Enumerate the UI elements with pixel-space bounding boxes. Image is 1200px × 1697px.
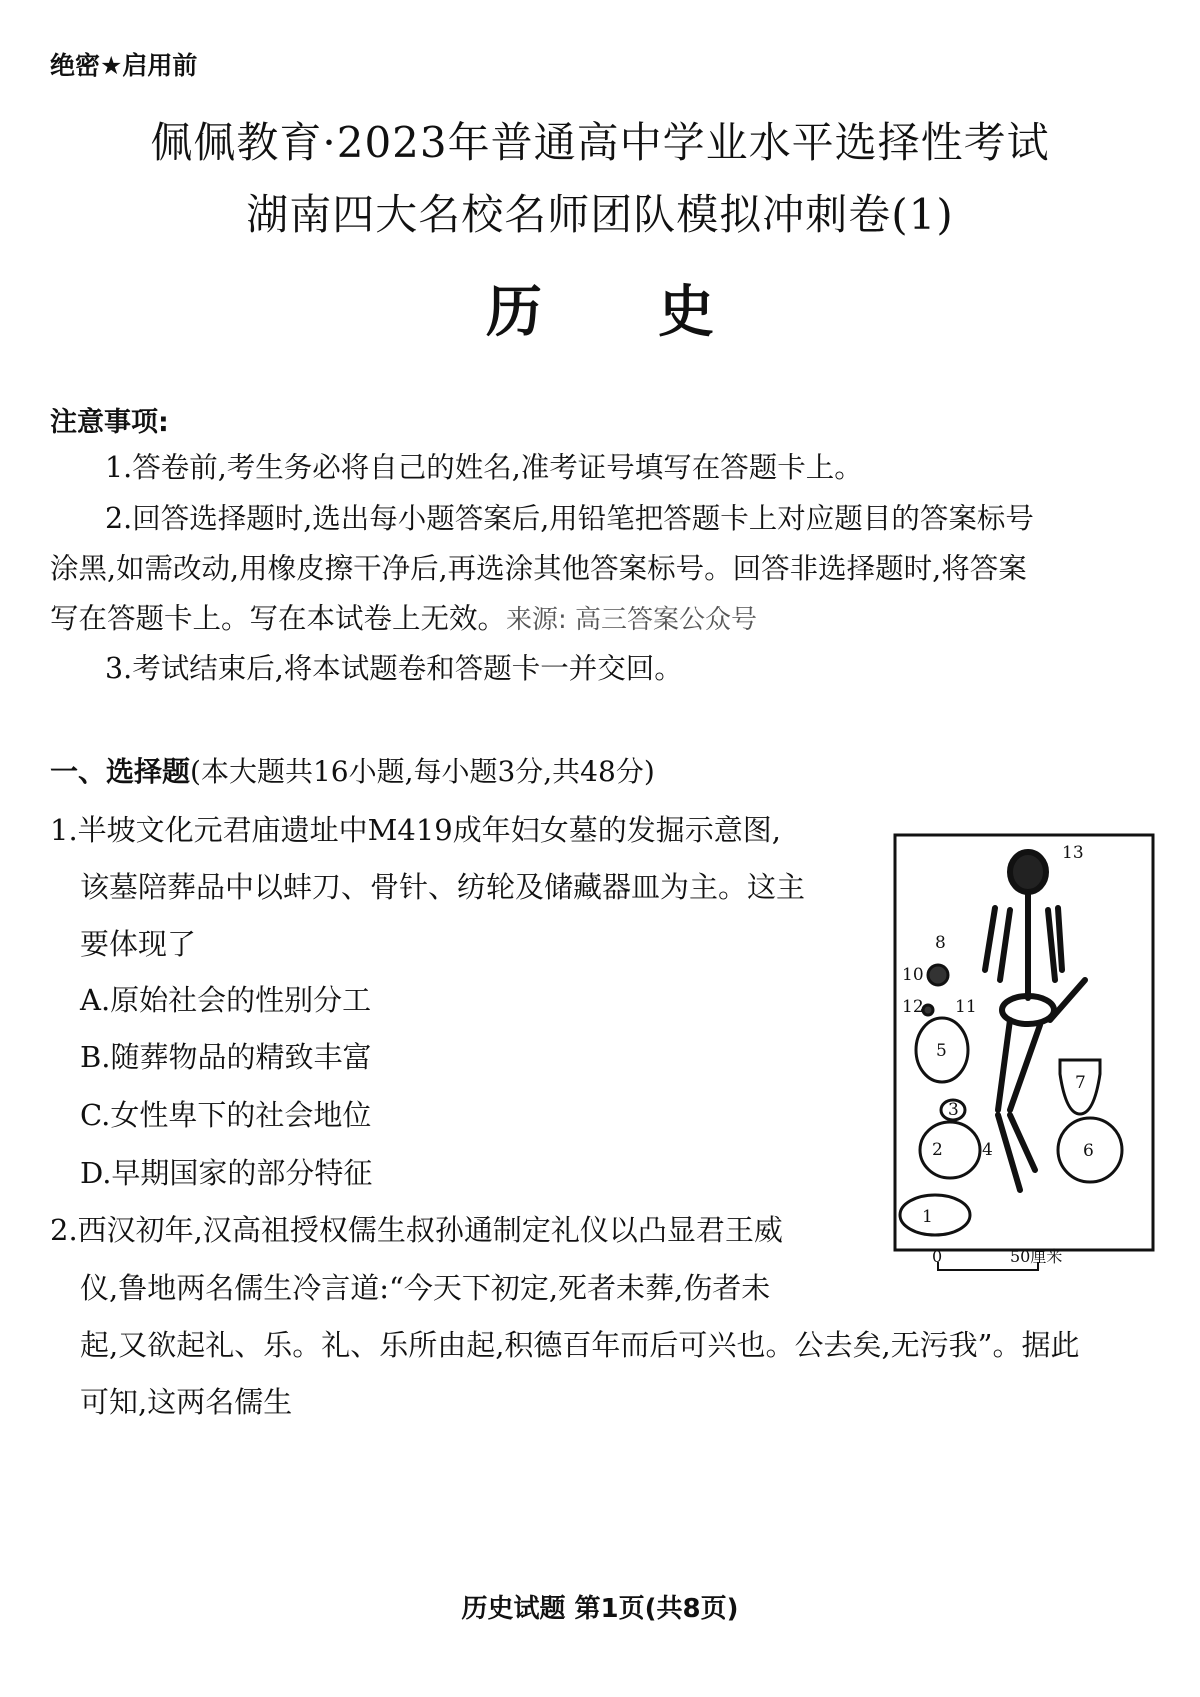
- notice-item-2-line2: 涂黑,如需改动,用橡皮擦干净后,再选涂其他答案标号。回答非选择题时,将答案: [50, 552, 1027, 585]
- question-2-line2: 仪,鲁地两名儒生冷言道:“今天下初定,死者未葬,伤者未: [80, 1271, 771, 1305]
- tomb-outline: [895, 835, 1153, 1250]
- exam-title-line1: 佩佩教育·2023年普通高中学业水平选择性考试: [150, 118, 1050, 167]
- item-12: [923, 1005, 933, 1015]
- vessel-1: [900, 1195, 970, 1235]
- figure-label-10: 10: [902, 965, 924, 985]
- notice-item-2-line1: 2.回答选择题时,选出每小题答案后,用铅笔把答题卡上对应题目的答案标号: [105, 502, 1034, 535]
- section-title: 一、选择题: [50, 755, 191, 788]
- figure-label-7: 7: [1075, 1073, 1086, 1093]
- figure-label-1: 1: [922, 1207, 933, 1227]
- source-watermark: 来源: 高三答案公众号: [506, 605, 758, 635]
- subject-char-1: 历: [486, 280, 542, 345]
- question-1-option-a: A.原始社会的性别分工: [80, 983, 372, 1017]
- notice-item-2-text: 写在答题卡上。写在本试卷上无效。: [50, 602, 507, 635]
- section-heading: [50, 750, 655, 790]
- question-2-line3: 起,又欲起礼、乐。礼、乐所由起,积德百年而后可兴也。公去矣,无污我”。据此: [80, 1328, 1080, 1362]
- question-1-option-b: B.随葬物品的精致丰富: [80, 1040, 372, 1074]
- notice-item-1: 1.答卷前,考生务必将自己的姓名,准考证号填写在答题卡上。: [105, 451, 863, 484]
- scale-label: 50厘米: [1010, 1247, 1063, 1266]
- figure-label-6: 6: [1083, 1141, 1094, 1161]
- page-footer: 历史试题 第1页(共8页): [461, 1594, 739, 1624]
- question-1-line1: 1.半坡文化元君庙遗址中M419成年妇女墓的发掘示意图,: [50, 813, 781, 847]
- figure-label-12: 12: [902, 997, 924, 1017]
- question-1-line3: 要体现了: [80, 927, 197, 961]
- skeleton: [985, 852, 1085, 1190]
- tomb-excavation-figure: [890, 830, 1160, 1300]
- notice-item-3: 3.考试结束后,将本试题卷和答题卡一并交回。: [105, 652, 683, 685]
- subject-char-2: 史: [658, 280, 714, 345]
- question-2-line4: 可知,这两名儒生: [80, 1385, 293, 1419]
- vessel-2: [920, 1122, 980, 1178]
- question-1-line2: 该墓陪葬品中以蚌刀、骨针、纺轮及储藏器皿为主。这主: [80, 870, 806, 904]
- figure-label-8: 8: [935, 933, 946, 953]
- notice-item-2-line3: [50, 596, 757, 637]
- figure-label-3: 3: [948, 1100, 959, 1120]
- figure-label-4: 4: [982, 1140, 993, 1160]
- exam-title-line2: 湖南四大名校名师团队模拟冲刺卷(1): [246, 190, 954, 239]
- section-note: (本大题共16小题,每小题3分,共48分): [190, 755, 655, 788]
- figure-label-11: 11: [955, 997, 977, 1017]
- scale-zero: 0: [932, 1247, 943, 1266]
- question-1-option-d: D.早期国家的部分特征: [80, 1156, 373, 1190]
- question-2-line1: 2.西汉初年,汉高祖授权儒生叔孙通制定礼仪以凸显君王威: [50, 1213, 783, 1247]
- figure-label-2: 2: [932, 1140, 943, 1160]
- figure-label-5: 5: [936, 1041, 947, 1061]
- notice-heading: 注意事项:: [50, 407, 169, 438]
- secret-mark: 绝密★启用前: [50, 51, 198, 80]
- question-1-option-c: C.女性卑下的社会地位: [80, 1098, 372, 1132]
- item-10: [928, 965, 948, 985]
- subject-title: [0, 268, 1200, 348]
- figure-label-13: 13: [1062, 843, 1084, 863]
